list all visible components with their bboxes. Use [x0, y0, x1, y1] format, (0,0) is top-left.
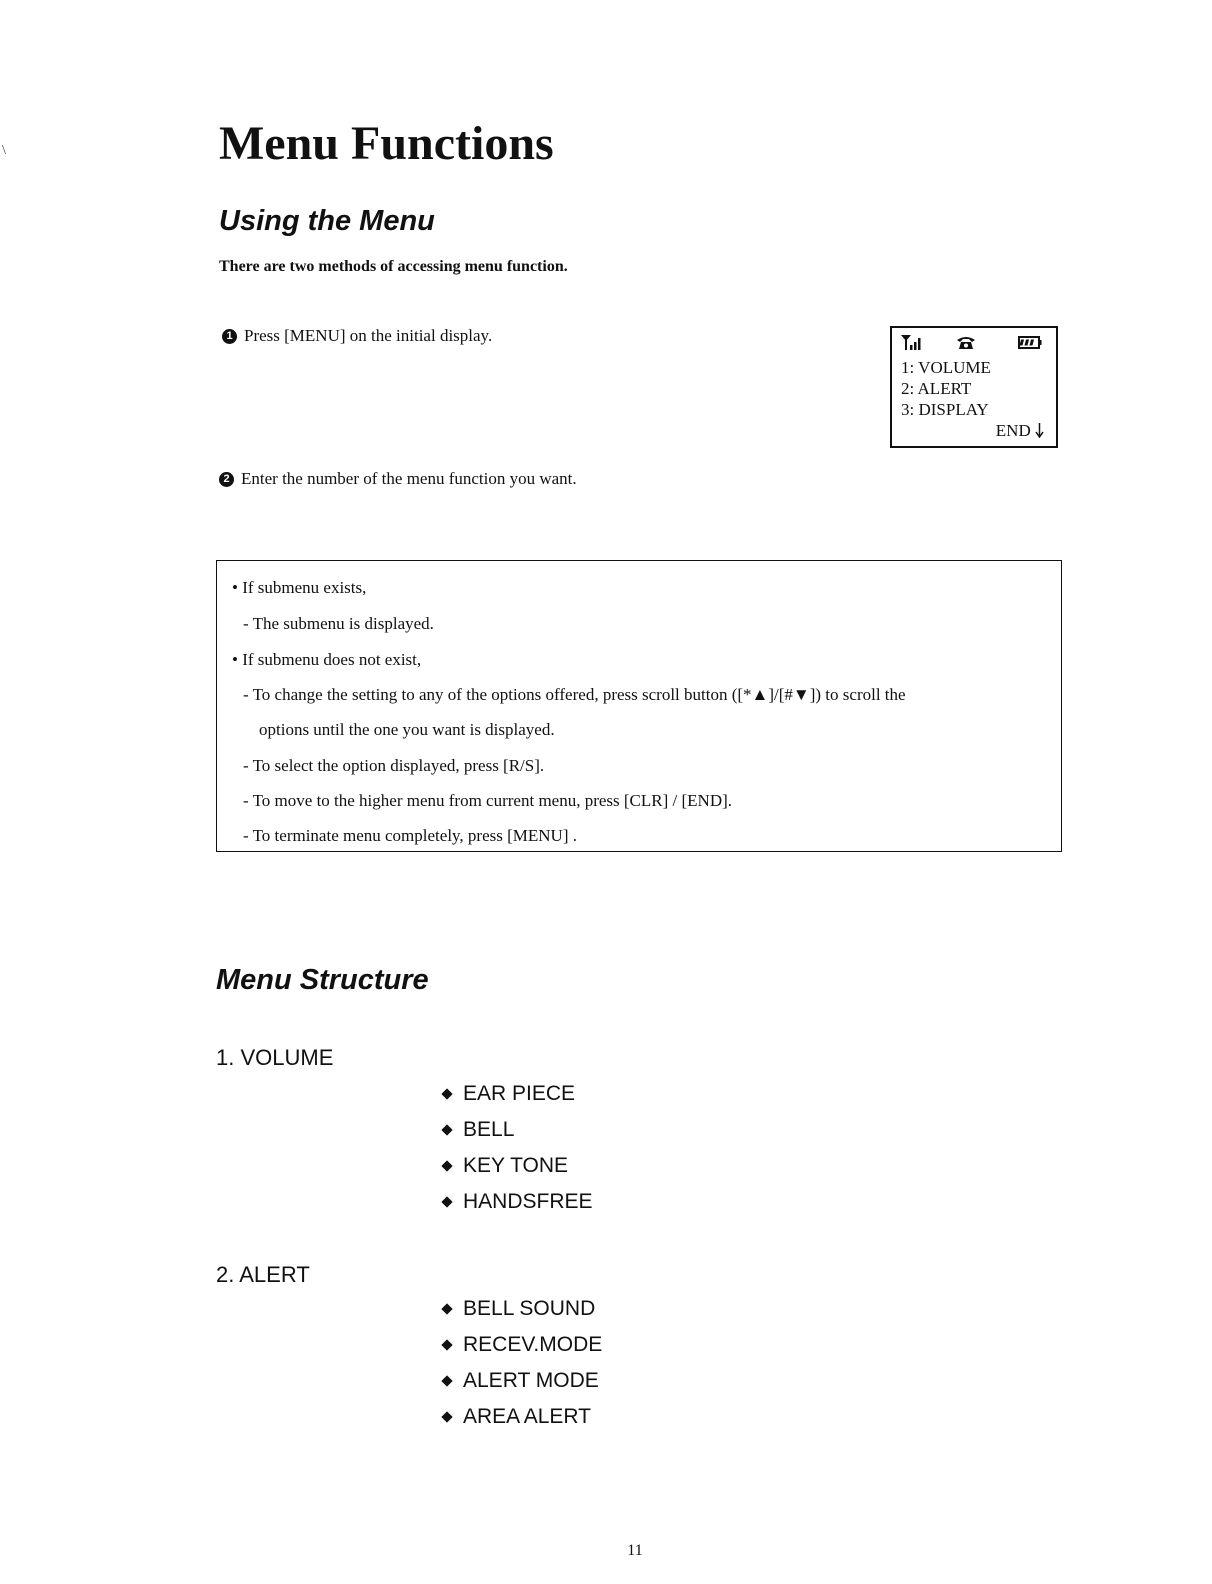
note-line: - To select the option displayed, press [R/S].	[243, 756, 545, 775]
step-number-2: 2	[219, 472, 234, 487]
display-line-1: 1: VOLUME	[901, 358, 991, 377]
display-line-3: 3: DISPLAY	[901, 400, 989, 419]
phone-icon	[956, 335, 976, 350]
list-item-label: RECEV.MODE	[463, 1333, 603, 1356]
list-item	[443, 1406, 591, 1427]
step-number-1: 1	[222, 329, 237, 344]
display-end	[996, 422, 1044, 439]
note-line: • If submenu exists,	[232, 578, 367, 597]
note-line: - To terminate menu completely, press [MENU] .	[243, 826, 577, 845]
list-item	[443, 1370, 599, 1391]
list-item-label: ALERT MODE	[463, 1369, 599, 1392]
section-heading-using-menu: Using the Menu	[219, 205, 435, 237]
step-2-text: Enter the number of the menu function you want.	[241, 469, 577, 488]
list-item-label: BELL	[463, 1118, 515, 1141]
phone-display	[890, 326, 1058, 448]
list-item-label: HANDSFREE	[463, 1190, 593, 1213]
list-item	[443, 1155, 568, 1176]
list-item	[443, 1083, 575, 1104]
list-item-label: BELL SOUND	[463, 1297, 596, 1320]
bullet-diamond-icon	[441, 1160, 452, 1171]
list-item	[443, 1191, 593, 1212]
bullet-diamond-icon	[441, 1196, 452, 1207]
display-line-2: 2: ALERT	[901, 379, 972, 398]
note-line: - The submenu is displayed.	[243, 614, 434, 633]
note-line: options until the one you want is displayed.	[259, 720, 555, 739]
signal-icon	[900, 334, 926, 350]
list-item-label: EAR PIECE	[463, 1082, 576, 1105]
bullet-diamond-icon	[441, 1339, 452, 1350]
bullet-diamond-icon	[441, 1088, 452, 1099]
battery-icon	[1018, 336, 1042, 349]
arrow-down-icon	[1035, 423, 1044, 438]
menu-group-volume: 1. VOLUME	[216, 1045, 334, 1070]
bullet-diamond-icon	[441, 1411, 452, 1422]
intro-text: There are two methods of accessing menu function.	[219, 258, 568, 275]
scan-mark: \	[2, 143, 6, 158]
list-item	[443, 1298, 595, 1319]
list-item	[443, 1334, 602, 1355]
note-line: • If submenu does not exist,	[232, 650, 422, 669]
page-title: Menu Functions	[219, 117, 554, 170]
menu-group-alert: 2. ALERT	[216, 1262, 310, 1287]
list-item	[443, 1119, 514, 1140]
list-item-label: KEY TONE	[463, 1154, 569, 1177]
bullet-diamond-icon	[441, 1124, 452, 1135]
step-1-text: Press [MENU] on the initial display.	[244, 326, 493, 345]
status-icons	[900, 334, 1048, 350]
bullet-diamond-icon	[441, 1303, 452, 1314]
list-item-label: AREA ALERT	[463, 1405, 592, 1428]
section-heading-menu-structure: Menu Structure	[216, 964, 429, 996]
bullet-diamond-icon	[441, 1375, 452, 1386]
note-line: - To change the setting to any of the options offered, press scroll button ([*▲]/[#▼]) to scroll the	[243, 685, 906, 704]
notes-box	[216, 560, 1062, 852]
step-2	[219, 469, 577, 489]
step-1	[222, 326, 492, 346]
display-end-label: END	[995, 421, 1031, 440]
note-line: - To move to the higher menu from current menu, press [CLR] / [END].	[243, 791, 733, 810]
page-number: 11	[627, 1542, 643, 1559]
